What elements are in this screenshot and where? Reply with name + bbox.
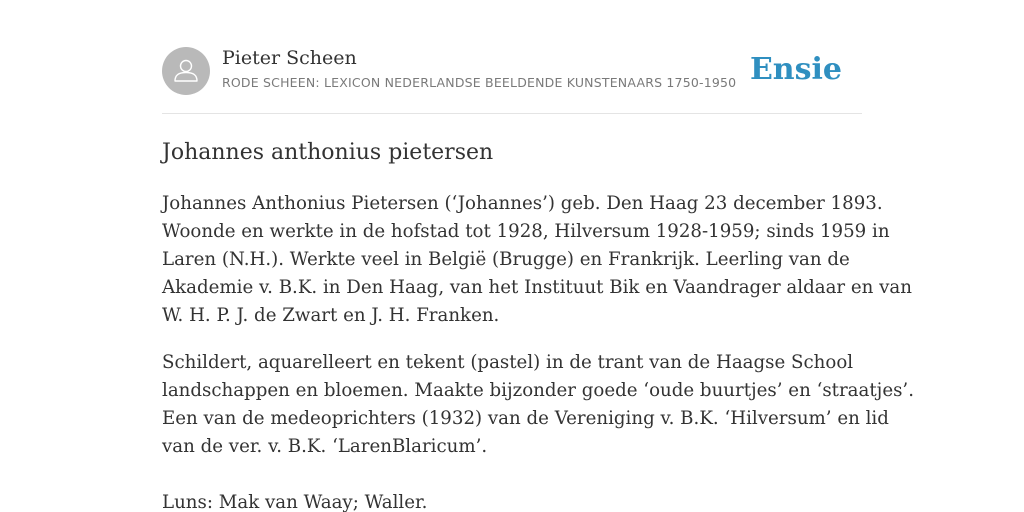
text-line: W. H. P. J. de Zwart en J. H. Franken. <box>162 305 500 326</box>
text-line: Een van de medeoprichters (1932) van de Vereniging v. B.K. ‘Hilversum’ en lid <box>162 408 889 429</box>
author-header <box>162 46 862 96</box>
user-avatar-icon <box>162 47 210 95</box>
line-break <box>162 461 867 489</box>
references-line: Luns: Mak van Waay; Waller. <box>162 492 428 512</box>
text-line: landschappen en bloemen. Maakte bijzonder goede ‘oude buurtjes’ en ‘straatjes’. <box>162 380 914 401</box>
text-line: Johannes Anthonius Pietersen (‘Johannes’) geb. Den Haag 23 december 1893. <box>162 193 883 214</box>
header-divider <box>162 113 862 114</box>
author-name[interactable]: Pieter Scheen <box>222 47 357 69</box>
text-line: Woonde en werkte in de hofstad tot 1928, Hilversum 1928-1959; sinds 1959 in <box>162 221 890 242</box>
text-line: Laren (N.H.). Werkte veel in België (Brugge) en Frankrijk. Leerling van de <box>162 249 850 270</box>
text-line: Akademie v. B.K. in Den Haag, van het Instituut Bik en Vaandrager aldaar en van <box>162 277 912 298</box>
text-line: Schildert, aquarelleert en tekent (pastel) in de trant van de Haagse School <box>162 352 854 373</box>
paragraph-work <box>162 349 914 512</box>
article-body <box>162 190 914 512</box>
source-title[interactable]: RODE SCHEEN: LEXICON NEDERLANDSE BEELDENDE KUNSTENAARS 1750-1950 <box>222 75 737 90</box>
article-title: Johannes anthonius pietersen <box>162 140 494 165</box>
paragraph-biography <box>162 190 912 330</box>
ensie-logo[interactable]: Ensie <box>749 52 842 87</box>
text-line: van de ver. v. B.K. ‘LarenBlaricum’. <box>162 436 488 457</box>
